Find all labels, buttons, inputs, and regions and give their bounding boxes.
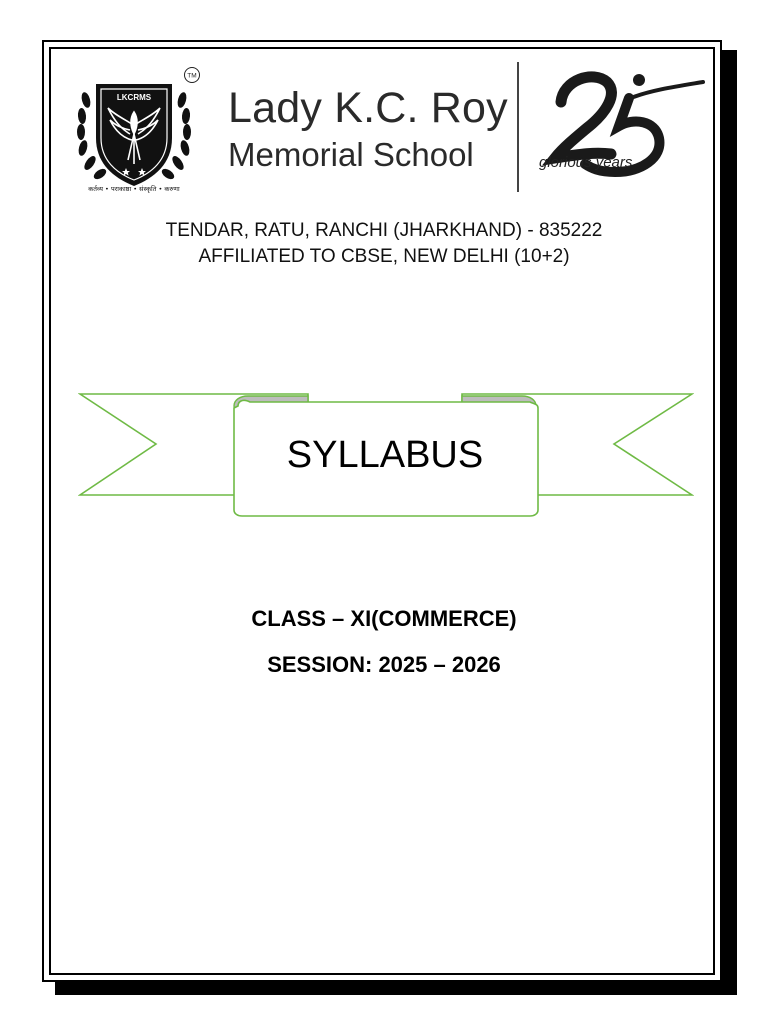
trademark-icon [183, 66, 201, 84]
address-line1: TENDAR, RATU, RANCHI (JHARKHAND) - 835222 [165, 220, 603, 241]
anniversary-tagline: glorious years [539, 154, 633, 171]
crest-motto: कर्तव्य • पराकाष्ठा • संस्कृति • करुणा [88, 185, 180, 193]
svg-text:TM: TM [187, 72, 197, 80]
syllabus-title: SYLLABUS [286, 434, 484, 476]
address-line2: AFFILIATED TO CBSE, NEW DELHI (10+2) [198, 246, 570, 267]
anniversary-25-icon [533, 68, 708, 188]
header-divider [517, 62, 519, 192]
school-name-line1: Lady K.C. Roy [228, 84, 508, 132]
class-label: CLASS – XI(COMMERCE) [251, 606, 517, 631]
school-crest-logo [74, 78, 194, 194]
crest-acronym: LKCRMS [116, 93, 152, 102]
school-name-line2: Memorial School [228, 136, 474, 173]
school-address [0, 218, 768, 270]
session-label: SESSION: 2025 – 2026 [267, 652, 501, 677]
anniversary-badge [533, 68, 708, 188]
school-name [228, 82, 518, 176]
